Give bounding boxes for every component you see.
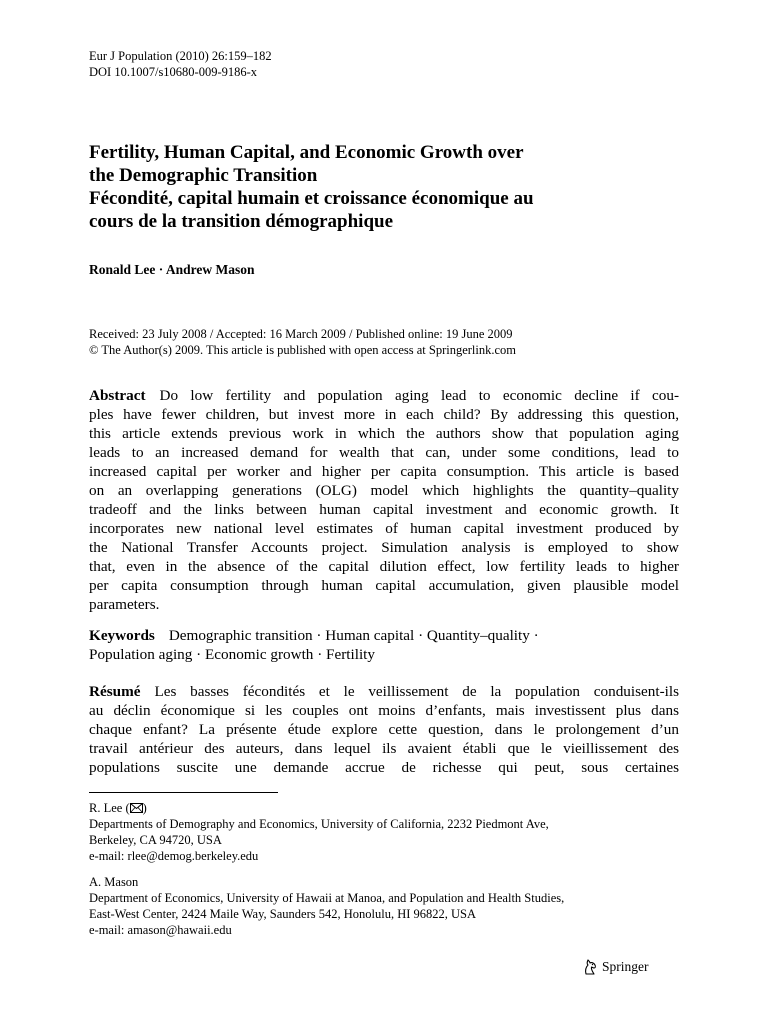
springer-horse-icon bbox=[582, 958, 598, 976]
affiliation-dept-mason: Department of Economics, University of Hawaii at Manoa, and Population and Health Studies, bbox=[89, 891, 565, 905]
abstract-line: tradeoff and the links between human capital investment and economic growth. It bbox=[89, 501, 679, 518]
abstract-line: this article extends previous work in which the authors show that population aging bbox=[89, 425, 679, 442]
abstract-line: that, even in the absence of the capital dilution effect, low fertility leads to higher bbox=[89, 558, 679, 575]
author-name-mason: A. Mason bbox=[89, 875, 139, 889]
abstract-line: Abstract Do low fertility and population aging lead to economic decline if cou- bbox=[89, 387, 679, 404]
journal-doi[interactable]: DOI 10.1007/s10680-009-9186-x bbox=[89, 65, 258, 79]
envelope-icon[interactable] bbox=[130, 803, 143, 813]
publisher-name: Springer bbox=[602, 959, 649, 974]
resume-line: travail antérieur des auteurs, dans lequel ils avaient établi que le vieillissement des bbox=[89, 740, 679, 757]
dates-line: Received: 23 July 2008 / Accepted: 16 March 2009 / Published online: 19 June 2009 bbox=[89, 327, 513, 341]
abstract-line: increased capital per worker and higher per capita consumption. This article is based bbox=[89, 463, 679, 480]
affiliation-city-lee: Berkeley, CA 94720, USA bbox=[89, 833, 222, 847]
journal-citation: Eur J Population (2010) 26:159–182 bbox=[89, 49, 272, 63]
author-name-lee: R. Lee ( ) bbox=[89, 801, 147, 815]
resume-line: Résumé Les basses fécondités et le veillissement de la population conduisent-ils bbox=[89, 683, 679, 700]
title-fr-line2: cours de la transition démographique bbox=[89, 211, 394, 232]
author-list: Ronald Lee · Andrew Mason bbox=[89, 262, 255, 277]
abstract-line: on an overlapping generations (OLG) model which highlights the quantity–quality bbox=[89, 482, 679, 499]
keywords-line: Population aging · Economic growth · Fertility bbox=[89, 646, 375, 663]
publication-dates bbox=[89, 326, 516, 358]
resume-line: populations suscite une demande accrue de richesse qui peut, sous certaines bbox=[89, 759, 679, 776]
resume-line: chaque enfant? La présente étude explore cette question, dans le prolongement d’un bbox=[89, 721, 679, 738]
keywords-label: Keywords bbox=[89, 627, 155, 644]
resume-label: Résumé bbox=[89, 683, 141, 700]
abstract-section bbox=[89, 386, 679, 614]
article-title bbox=[89, 141, 679, 233]
title-en-line1: Fertility, Human Capital, and Economic Growth over bbox=[89, 142, 524, 163]
title-fr-line1: Fécondité, capital humain et croissance économique au bbox=[89, 188, 534, 209]
journal-header bbox=[89, 48, 272, 80]
email-mason[interactable]: e-mail: amason@hawaii.edu bbox=[89, 923, 232, 937]
copyright-line: © The Author(s) 2009. This article is published with open access at Springerlink.com bbox=[89, 343, 517, 357]
affiliation-address-mason: East-West Center, 2424 Maile Way, Saunders 542, Honolulu, HI 96822, USA bbox=[89, 907, 477, 921]
publisher-logo bbox=[582, 958, 649, 976]
abstract-line: parameters. bbox=[89, 596, 160, 613]
keywords-section bbox=[89, 626, 679, 664]
affiliation-lee bbox=[89, 800, 549, 864]
resume-line: au déclin économique si les couples ont moins d’enfants, mais investissent plus dans bbox=[89, 702, 679, 719]
affiliation-dept-lee: Departments of Demography and Economics, University of California, 2232 Piedmont Ave, bbox=[89, 817, 549, 831]
abstract-line: incorporates new national level estimates of human capital investment produced by bbox=[89, 520, 679, 537]
abstract-line: per capita consumption through human capital accumulation, given plausible model bbox=[89, 577, 679, 594]
email-lee[interactable]: e-mail: rlee@demog.berkeley.edu bbox=[89, 849, 259, 863]
keywords-line: Keywords Demographic transition · Human capital · Quantity–quality · bbox=[89, 627, 539, 644]
resume-section bbox=[89, 682, 679, 777]
abstract-label: Abstract bbox=[89, 387, 146, 404]
affiliation-mason bbox=[89, 874, 564, 938]
abstract-line: ples have fewer children, but invest more in each child? By addressing this question, bbox=[89, 406, 679, 423]
article-page bbox=[89, 0, 679, 1024]
footnote-divider bbox=[89, 792, 278, 793]
abstract-line: leads to an increased demand for wealth that can, under some conditions, lead to bbox=[89, 444, 679, 461]
title-en-line2: the Demographic Transition bbox=[89, 165, 318, 186]
abstract-line: the National Transfer Accounts project. Simulation analysis is employed to show bbox=[89, 539, 679, 556]
